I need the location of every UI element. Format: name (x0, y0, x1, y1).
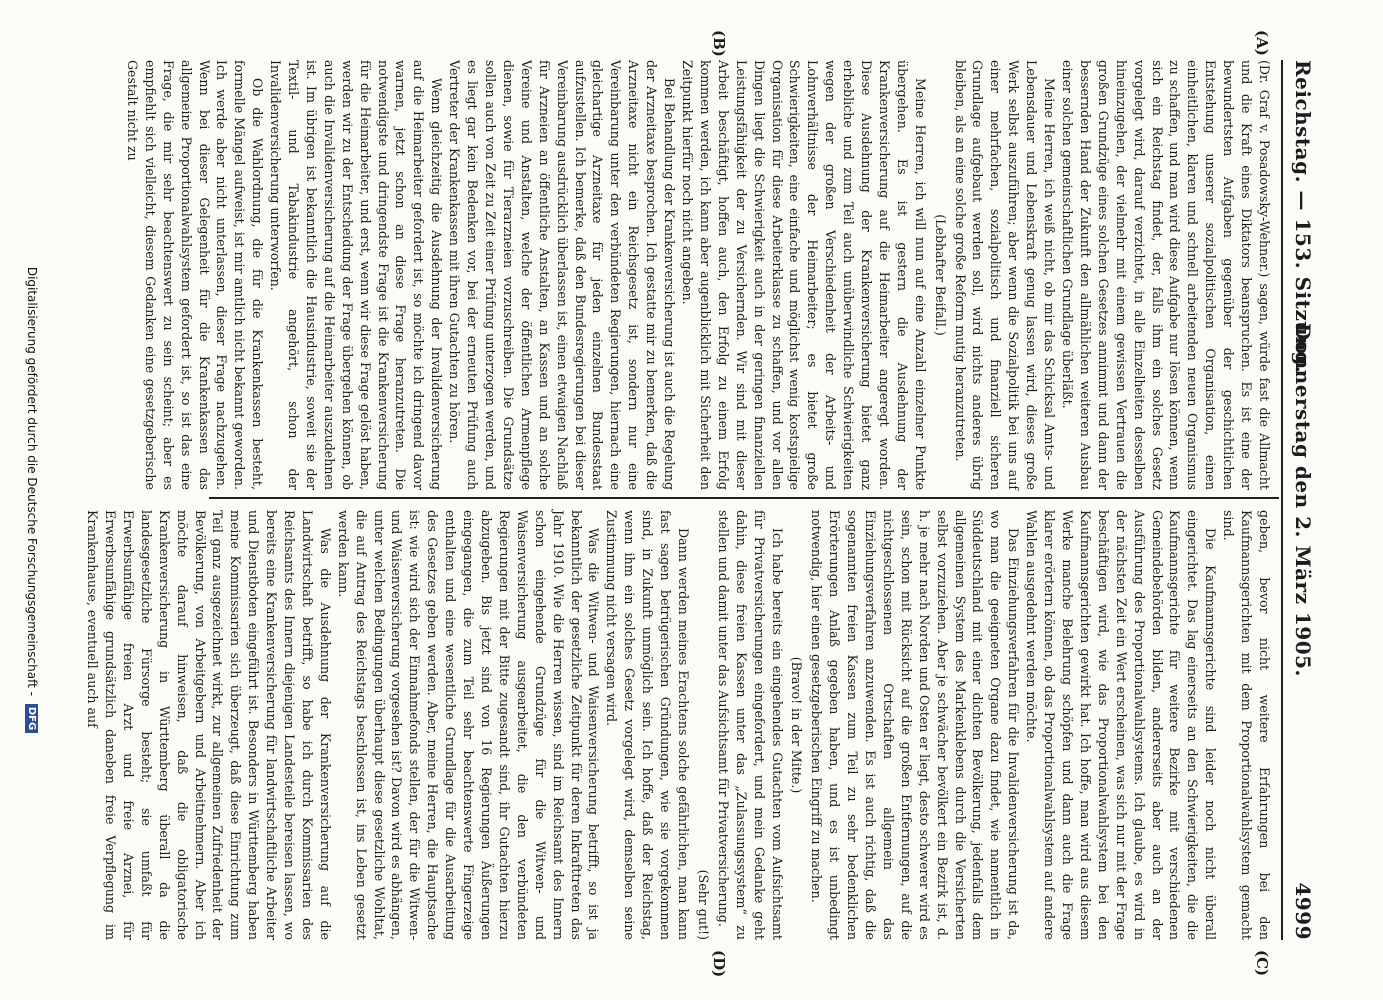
paragraph: Meine Herren, ich weiß nicht, ob mir das Schicksal Amts- und Lebensdauer und Lebenskraft genug lassen wird, dieses große Werk selbst auszuführen; aber wenn die Sozialpolitik bei uns auf einer mehrfachen, sozialpolitisch und finanziell sicheren Grundlage aufgebaut werden soll, wird nichts anderes übrig bleiben, als an eine solche große Reform mutig heranzutreten. (952, 60, 1058, 490)
paragraph: Wenn gleichzeitig die Ausdehnung der Invalidenversicherung auf die Heimarbeiter gefordert ist, so möchte ich dringend davor warnen, jetzt schon an diese Frage heranzutreten. Die notwendigste und dringendste Frage ist die Krankenversicherung für die Heimarbeiter, und erst, wenn wir diese Frage gelöst haben, werden wir zu der Entscheidung der Frage übergehen können, ob auch die Invalidenversicherung auf die Heimarbeiter auszudehnen ist. Im übrigen ist bekanntlich die Hausindustrie, soweit sie der Textil- und Tabakindustrie angehört, schon der Invalidenversicherung unterworfen. (268, 60, 445, 490)
column-divider (209, 497, 1279, 499)
stage-direction: (Sehr gut!) (695, 869, 711, 940)
digitization-credit (25, 0, 39, 1000)
dfg-logo: DFG (25, 704, 38, 733)
paragraph: Ob die Wahlordnung, die für die Krankenkassen besteht, formelle Mängel aufweist, ist mir amtlich nicht bekannt geworden. Ich werde aber nicht unterlassen, dieser Frage nachzugehen. Wenn bei dieser Gelegenheit für die Krankenkassen das allgemeine Proportionalwahlsystem gefordert ist, so ist das eine Frage, die mir sehr beachtenswert zu sein scheint; aber es empfiehlt sich vielleicht, diesem Gedanken eine gesetzgeberische Gestalt nicht zu (124, 60, 266, 490)
paragraph: Das Einziehungsverfahren für die Invalidenversicherung ist da, wo man die geeigneten Organe dazu findet, wie namentlich in Süddeutschland mit einer dichten Bevölkerung, jedenfalls dem allgemeinen System des Markenklebens durch die Versicherten selbst vorzuziehen. Aber je schwächer bevölkert ein Bezirk ist, d. h. je mehr nach Norden und Osten er liegt, desto schwerer wird es sein, schon mit Rücksicht auf die großen Entfernungen, auf die nichtgeschlossenen Ortschaften allgemein das Einziehungsverfahren anzuwenden. Es ist auch richtig, daß die sogenannten freien Kassen zum Teil zu sehr bedenklichen Erörterungen Anlaß gegeben haben, und es ist unbedingt notwendig, hier einen gesetzgeberischen Eingriff zu machen. (809, 510, 1022, 940)
margin-mark-d: (D) (710, 950, 728, 978)
margin-mark-b: (B) (710, 30, 728, 57)
paragraph: Meine Herren, ich will nun auf eine Anzahl einzelner Punkte übergehen. Es ist gestern die Ausdehnung der Krankenversicherung auf die Heimarbeiter angeregt worden. Diese Ausdehnung der Krankenversicherung bietet ganz erhebliche und zum Teil auch unüberwindliche Schwierigkeiten wegen der großen Verschiedenheit der Arbeits- und Lohnverhältnisse der Heimarbeiter; es bietet große Schwierigkeiten, eine einfache und möglichst wenig kostspielige Organisation für diese Arbeiterklasse zu schaffen, und vor allen Dingen liegt die Schwierigkeit auch in der geringen finanziellen Leistungsfähigkeit der zu Versichernden. Wir sind mit dieser Arbeit beschäftigt, hoffen auch, den Erfolg zu einem Erfolg kommen werden, ich kann aber augenblicklich mit Sicherheit den Zeitpunkt hierfür noch nicht angeben. (680, 60, 928, 490)
left-text-column (124, 60, 1273, 490)
header-date: Donnerstag den 2. März 1905. (1291, 322, 1315, 678)
margin-mark-c: (C) (1253, 950, 1271, 977)
page-header (1287, 60, 1321, 940)
paragraph: Dann werden meines Erachtens solche gefährlichen, man kann fast sagen betrügerischen Gründungen, wie sie vorgekommen sind, in Zukunft unmöglich sein. Ich hoffe, daß der Reichstag, wenn ihm ein solches Gesetz vorgelegt wird, demselben seine Zustimmung nicht versagen wird. (604, 510, 691, 940)
paragraph: Was die Ausdehnung der Krankenversicherung auf die Landwirtschaft betrifft, so habe ich durch Kommissarien des Reichsamts des Innern diejenigen Landesteile bereisen lassen, wo bereits eine Krankenversicherung für landwirtschaftliche Arbeiter und Dienstboten eingeführt ist. Besonders in Württemberg haben meine Kommissarien sich überzeugt, daß diese Einrichtung zum Teil ganz ausgezeichnet wirkt, zur allgemeinen Zufriedenheit der Bevölkerung, von Arbeitgebern und Arbeitnehmern. Aber ich möchte darauf hinweisen, daß die obligatorische Krankenversicherung in Württemberg überall da die landesgesetzliche Fürsorge besteht; sie umfaßt für Erwerbsunfähige freien Arzt und freie Arznei, für Erwerbsunfähige grundsätzlich daneben freie Verpflegung im Krankenhause, eventuell auch auf (85, 510, 333, 940)
stage-direction: (Bravo! in der Mitte.) (789, 656, 805, 794)
header-session: Reichstag. — 153. Sitzung. (1291, 60, 1315, 374)
paragraph: geben, bevor nicht weitere Erfahrungen bei den Kaufmannsgerichten mit dem Proportionalwahlsystem gemacht sind. (1221, 510, 1272, 940)
header-rule (1281, 60, 1283, 940)
credit-text: Digitalisierung gefördert durch die Deutsche Forschungsgemeinschaft - (25, 266, 39, 696)
stage-direction: (Lebhafter Beifall.) (932, 214, 948, 336)
margin-mark-a: (A) (1253, 30, 1271, 56)
right-text-column (85, 510, 1273, 940)
paragraph: Was die Witwen- und Waisenversicherung betrifft, so ist ja bekanntlich der gesetzliche Zeitpunkt für deren Inkrafttreten das Jahr 1910. Wie die Herren wissen, sind im Reichsamt des Innern schon eingehende Grundzüge für die Witwen- und Waisenversicherung ausgearbeitet, die den verbündeten Regierungen mit der Bitte zugesandt sind, ihr Gutachten hierzu abzugeben. Bis jetzt sind von 16 Regierungen Äußerungen eingegangen, die zum Teil sehr beachtenswerte Fingerzeige enthalten und eine wesentliche Grundlage für die Ausarbeitung des Gesetzes geben werden. Aber, meine Herren, die Hauptsache ist: wie wird sich der Einnahmefonds stellen, der für die Witwen- und Waisenversicherung vorgesehen ist? Davon wird es abhängen, unter welchen Bedingungen überhaupt diese gesetzliche Wohltat, die auf Antrag des Reichstags beschlossen ist, ins Leben gesetzt werden kann. (335, 510, 602, 940)
paragraph: Die Kaufmannsgerichte sind leider noch nicht überall eingerichtet. Das lag einerseits an den Schwierigkeiten, die die Kaufmannsgerichte für weitere Bezirke mit verschiedenen Gemeindebehörden bilden, andererseits aber auch an der Ausführung des Proportionalwahlsystems. Ich glaube, es wird in der nächsten Zeit ein Wert erscheinen, was sich nur mit der Frage beschäftigen wird, wie das Proportionalwahlsystem bei den Kaufmannsgerichten gewirkt hat. Ich hoffe, man wird aus diesem Werke manche Belehrung schöpfen und dann auch die Frage klarer erörtern können, ob das Proportionalwahlsystem auf andere Wahlen ausgedehnt werden möchte. (1024, 510, 1219, 940)
paragraph: Bei Behandlung der Krankenversicherung ist auch die Regelung der Arzneitaxe besprochen. Ich gestatte mir zu bemerken, daß die Arzneitaxe nicht ein Reichsgesetz ist, sondern nur eine Vereinbarung unter den verbündeten Regierungen, hiernach eine gleichartige Arzneitaxe für jeden einzelnen Bundesstaat aufzustellen. Ich bemerke, daß den Bundesregierungen bei dieser Vereinbarung ausdrücklich überlassen ist, einen etwaigen Nachlaß für Arzneien an öffentliche Anstalten, an Kassen und an solche Vereine und Anstalten, welche der öffentlichen Armenpflege dienen, sowie für Tierarzneien vorzuschreiben. Die Grundsätze sollen auch von Zeit zu Zeit einer Prüfung unterzogen werden, und es liegt gar kein Bedenken vor, bei der erneuten Prüfung auch Vertreter der Krankenkassen mit ihren Gutachten zu hören. (447, 60, 678, 490)
header-page-number: 4999 (1291, 882, 1315, 940)
paragraph: (Dr. Graf v. Posadowsky-Wehner.) sagen, würde fast die Allmacht und die Kraft eines Diktators beanspruchen. Es ist eine der bewundertsten Aufgaben gegenüber der geschichtlichen Entstehung unserer sozialpolitischen Organisation, einen einheitlichen, klaren und schnell arbeitenden neuen Organismus zu schaffen, und man wird diese Aufgabe nur lösen können, wenn sich ein Reichstag findet, der, falls ihm ein solches Gesetz vorgelegt wird, darauf verzichtet, in alle Einzelheiten desselben hineinzugehen, der vielmehr mit einem gewissen Vertrauen die großen Grundzüge eines solchen Gesetzes annimmt und dann der bessernden Hand der Zukunft den allmählichen weiteren Ausbau einer solchen gemeinschaftlichen Grundlage überläßt. (1060, 60, 1272, 490)
paragraph: Ich habe bereits ein eingehendes Gutachten vom Aufsichtsamt für Privatversicherungen eingefordert, und mein Gedanke geht dahin, diese freien Kassen unter das „Zulassungssystem“ zu stellen und damit unter das Aufsichtsamt für Privatversicherung. (715, 510, 785, 940)
